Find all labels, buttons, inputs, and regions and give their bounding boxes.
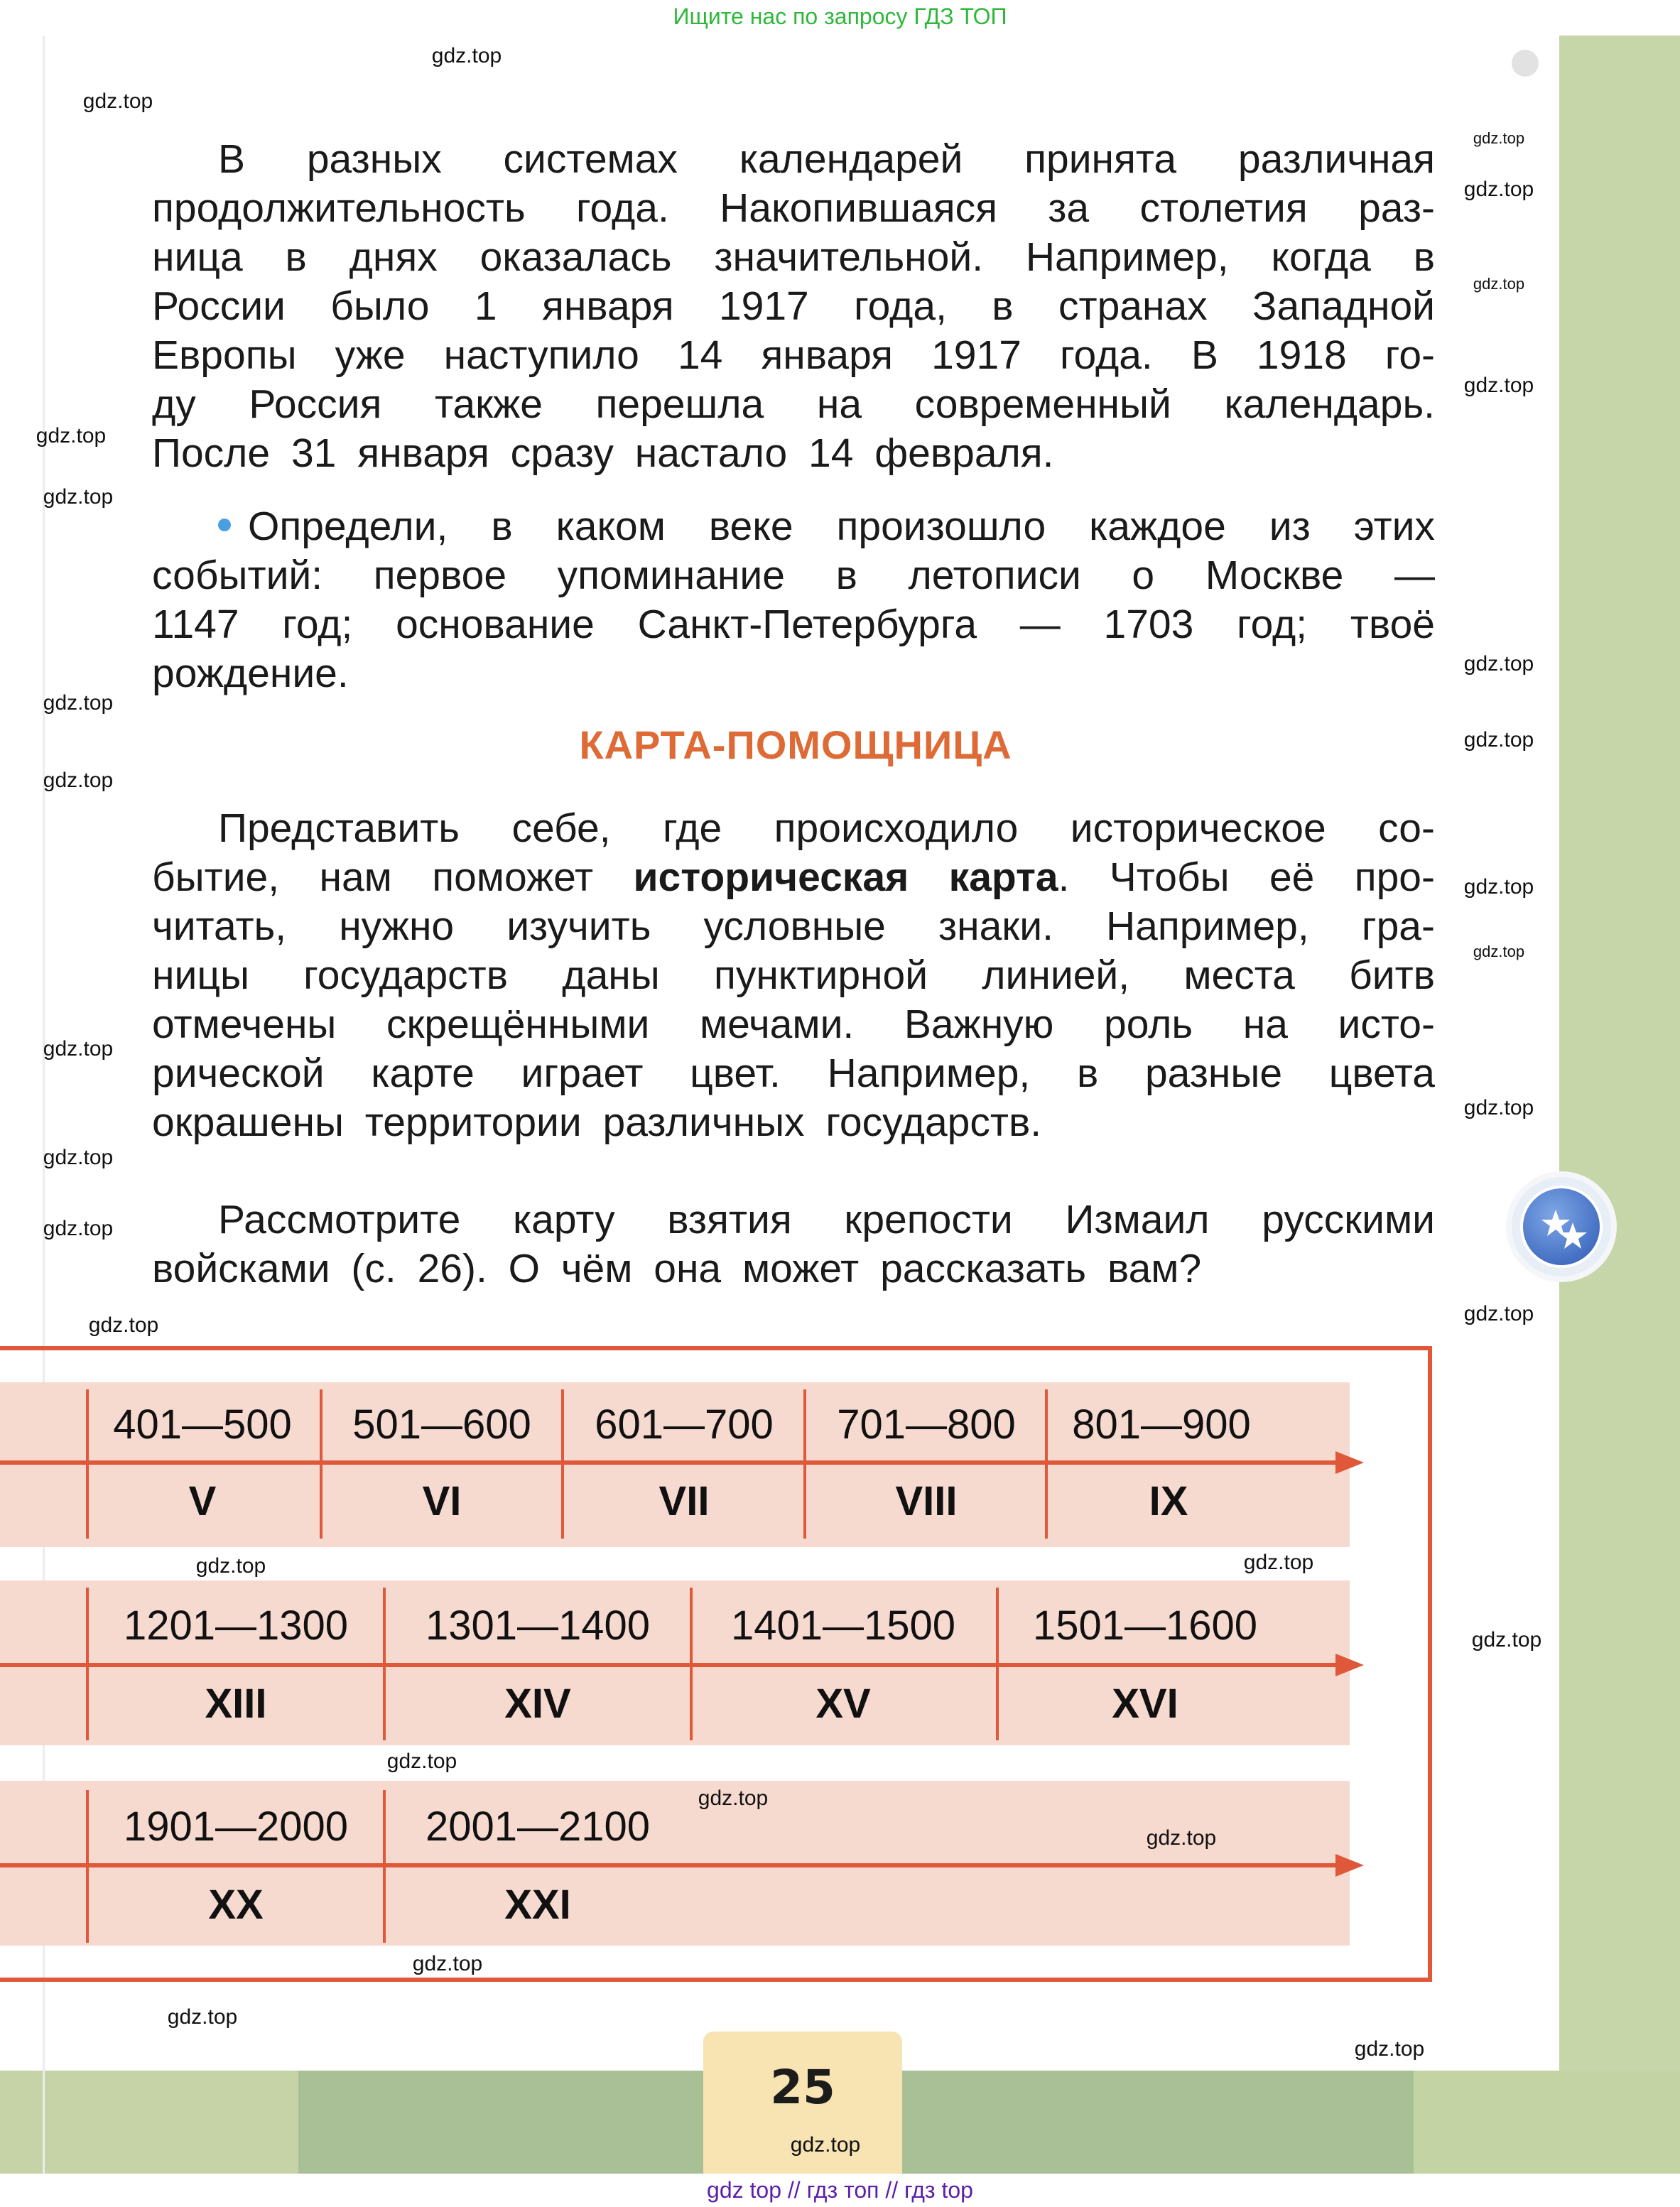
divider — [86, 1588, 89, 1740]
text-line: 1147 год; основание Санкт-Петербурга — 1703 год; твоё — [152, 602, 1435, 647]
divider — [1045, 1389, 1048, 1539]
stars-badge-button[interactable] — [1512, 1177, 1611, 1276]
page-number: 25 — [770, 2060, 835, 2115]
text-line: рической карте играет цвет. Например, в разные цвета — [152, 1051, 1435, 1096]
watermark: gdz.top — [167, 2005, 238, 2029]
year-range: 401—500 — [113, 1401, 292, 1448]
stars-badge-icon — [1520, 1186, 1603, 1268]
arrow-right-icon — [1335, 1451, 1364, 1474]
watermark: gdz.top — [1354, 2037, 1425, 2061]
banner-text[interactable]: Ищите нас по запросу ГДЗ ТОП — [673, 4, 1007, 29]
text-line — [152, 649, 1435, 698]
century-numeral: XX — [208, 1882, 264, 1928]
watermark: gdz.top — [1463, 1302, 1534, 1325]
watermark: gdz.top — [1463, 1096, 1534, 1119]
watermark: gdz.top — [43, 1037, 114, 1061]
year-range: 2001—2100 — [425, 1804, 651, 1850]
watermark: gdz.top — [1471, 1628, 1542, 1652]
century-numeral: VII — [659, 1478, 710, 1524]
text-line: В разных системах календарей принята различная — [218, 136, 1435, 182]
year-range: 601—700 — [595, 1401, 774, 1448]
timeline-axis — [0, 1663, 1335, 1667]
paragraph-map — [152, 804, 1435, 1147]
watermark: gdz.top — [43, 1217, 114, 1240]
text-line-content: После 31 января сразу настало 14 февраля. — [152, 430, 1054, 476]
year-range: 1201—1300 — [123, 1603, 349, 1649]
watermark: gdz.top — [1463, 652, 1534, 676]
century-numeral: XVI — [1112, 1681, 1178, 1727]
watermark: gdz.top — [431, 44, 502, 67]
watermark: gdz.top — [88, 1313, 159, 1337]
footer-links[interactable]: gdz top // гдз топ // гдз top — [707, 2177, 973, 2203]
watermark: gdz.top — [43, 769, 114, 792]
year-range: 801—900 — [1072, 1401, 1251, 1448]
text-segment: . Чтобы её про- — [1058, 855, 1435, 900]
century-numeral: XXI — [504, 1882, 571, 1928]
text-line-content: рождение. — [152, 651, 349, 696]
century-numeral: VI — [422, 1478, 462, 1524]
watermark: gdz.top — [1473, 275, 1525, 293]
text-line: ницы государств даны пунктирной линией, места битв — [152, 953, 1435, 998]
text-line: России было 1 января 1917 года, в странах Западной — [152, 283, 1435, 329]
watermark: gdz.top — [1473, 943, 1525, 960]
watermark: gdz.top — [1146, 1826, 1217, 1850]
watermark: gdz.top — [195, 1554, 266, 1578]
divider — [383, 1790, 386, 1943]
year-range: 501—600 — [352, 1401, 531, 1448]
decoration-dot — [1512, 50, 1539, 77]
divider — [803, 1389, 806, 1539]
footer — [0, 2174, 1680, 2207]
text-line — [152, 853, 1435, 902]
watermark: gdz.top — [386, 1750, 457, 1773]
year-range: 701—800 — [837, 1401, 1016, 1448]
watermark: gdz.top — [1473, 129, 1525, 147]
watermark: gdz.top — [698, 1786, 769, 1810]
text-line-content: Определи, в каком веке произошло каждое из этих — [248, 504, 1435, 549]
text-line-content: войсками (с. 26). О чём она может рассказать вам? — [152, 1246, 1202, 1291]
text-line: Европы уже наступило 14 января 1917 года. В 1918 го- — [152, 332, 1435, 378]
year-range: 1401—1500 — [730, 1603, 956, 1649]
text-line — [152, 429, 1435, 478]
text-line: событий: первое упоминание в летописи о Москве — — [152, 553, 1435, 598]
divider — [996, 1588, 999, 1740]
text-line: Рассмотрите карту взятия крепости Измаил русскими — [218, 1197, 1435, 1242]
paragraph-question — [152, 1195, 1435, 1294]
watermark: gdz.top — [82, 90, 153, 113]
century-numeral: VIII — [895, 1478, 958, 1524]
text-line — [152, 502, 1435, 551]
bold-term: историческая карта — [633, 855, 1058, 900]
year-range: 1901—2000 — [123, 1804, 349, 1850]
watermark: gdz.top — [43, 691, 114, 715]
text-line — [152, 1098, 1435, 1147]
century-numeral: XIV — [504, 1681, 571, 1727]
background-decoration — [1559, 36, 1680, 2174]
arrow-right-icon — [1335, 1654, 1364, 1676]
century-numeral: XV — [815, 1681, 871, 1727]
divider — [86, 1790, 89, 1943]
watermark: gdz.top — [43, 1146, 114, 1169]
watermark: gdz.top — [1463, 728, 1534, 752]
text-line: ница в днях оказалась значительной. Например, когда в — [152, 234, 1435, 280]
text-segment: бытие, нам поможет — [152, 855, 634, 900]
watermark: gdz.top — [1463, 178, 1534, 201]
bullet-dot-icon — [218, 519, 231, 531]
text-line: Представить себе, где происходило историческое со- — [218, 806, 1435, 851]
section-heading: КАРТА-ПОМОЩНИЦА — [579, 722, 1012, 767]
watermark: gdz.top — [1463, 374, 1534, 397]
text-line-content: окрашены территории различных государств. — [152, 1100, 1042, 1145]
divider — [383, 1588, 386, 1740]
watermark: gdz.top — [43, 485, 114, 509]
watermark: gdz.top — [1463, 875, 1534, 899]
year-range: 1501—1600 — [1032, 1603, 1258, 1649]
watermark: gdz.top — [412, 1952, 483, 1975]
paragraph-calendars — [152, 135, 1435, 478]
text-line: ду Россия также перешла на современный календарь. — [152, 381, 1435, 427]
divider — [561, 1389, 564, 1539]
year-range: 1301—1400 — [425, 1603, 651, 1649]
top-banner — [0, 0, 1680, 36]
watermark: gdz.top — [36, 424, 107, 448]
arrow-right-icon — [1335, 1854, 1364, 1877]
timeline-axis — [0, 1863, 1335, 1867]
background-decoration — [0, 2071, 298, 2174]
watermark: gdz.top — [790, 2133, 861, 2157]
text-line: читать, нужно изучить условные знаки. Например, гра- — [152, 904, 1435, 949]
century-numeral: XIII — [205, 1681, 267, 1727]
watermark: gdz.top — [1243, 1551, 1314, 1574]
text-line: продолжительность года. Накопившаяся за столетия раз- — [152, 185, 1435, 231]
century-numeral: IX — [1149, 1478, 1188, 1524]
paragraph-task — [152, 502, 1435, 698]
divider — [690, 1588, 693, 1740]
divider — [320, 1389, 323, 1539]
text-line — [152, 1245, 1435, 1294]
divider — [86, 1389, 89, 1539]
timeline-axis — [0, 1460, 1335, 1465]
text-line: отмечены скрещёнными мечами. Важную роль на исто- — [152, 1002, 1435, 1047]
century-numeral: V — [188, 1478, 217, 1524]
background-decoration — [1414, 2071, 1680, 2174]
